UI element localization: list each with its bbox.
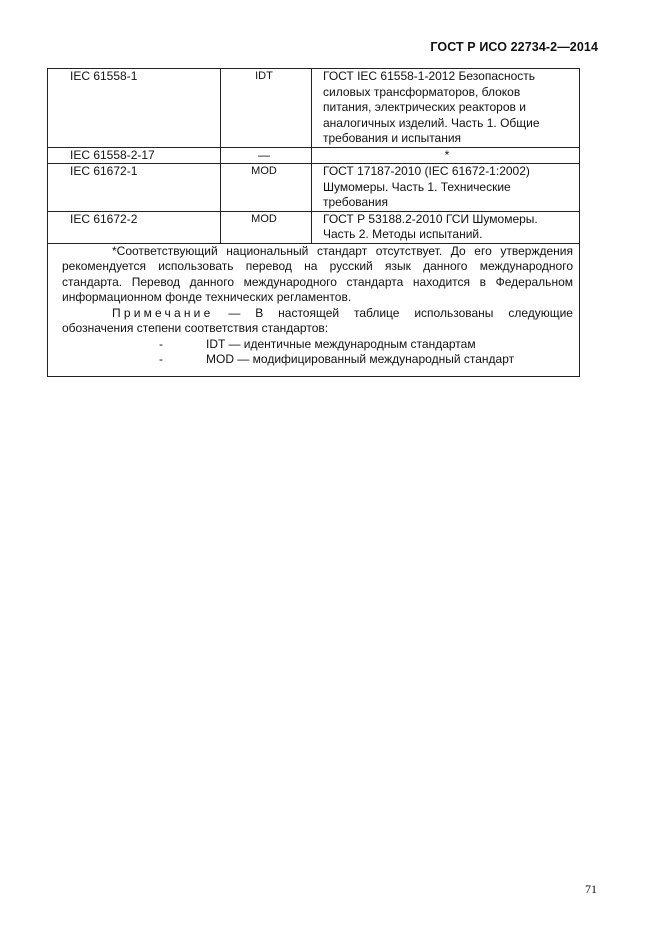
national-standard xyxy=(312,211,580,243)
legend-bullet: - xyxy=(159,336,163,351)
correspondence-degree: MOD xyxy=(221,211,312,243)
footnote-text: *Соответствующий национальный стандарт отсутствует. До его утверждения рекомендуется использовать перевод на русский язык данного международного стандарта. Перевод данного международного стандарта находится в Федеральном информационном фонде технических регламентов. xyxy=(62,243,573,304)
table-row xyxy=(48,147,580,164)
note-label: Примечание xyxy=(112,305,214,320)
national-standard-line: Шумомеры. Часть 1. Технические xyxy=(323,179,511,194)
national-standard-line: ГОСТ Р 53188.2-2010 ГСИ Шумомеры. xyxy=(323,211,538,226)
national-standard xyxy=(312,69,580,148)
table-row xyxy=(48,211,580,243)
legend-item xyxy=(62,337,573,353)
national-standard-line: аналогичных изделий. Часть 1. Общие xyxy=(323,115,540,130)
note-paragraph xyxy=(62,306,573,337)
footnote-marker: * xyxy=(444,147,450,162)
page-number: 71 xyxy=(585,882,597,896)
national-standard-line: Часть 2. Методы испытаний. xyxy=(323,227,483,241)
national-standard-line: требования и испытания xyxy=(323,131,462,145)
correspondence-degree: — xyxy=(221,147,312,164)
table-row xyxy=(48,69,580,148)
national-standard-line: питания, электрических реакторов и xyxy=(323,100,526,114)
intl-standard-code: IEC 61672-2 xyxy=(48,211,221,243)
national-standard-line: силовых трансформаторов, блоков xyxy=(323,84,521,99)
national-standard xyxy=(312,147,580,164)
national-standard xyxy=(312,164,580,212)
legend-text: IDT — идентичные международным стандартам xyxy=(206,336,476,351)
correspondence-degree: MOD xyxy=(221,164,312,212)
intl-standard-code: IEC 61672-1 xyxy=(48,164,221,212)
intl-standard-code: IEC 61558-1 xyxy=(48,69,221,148)
legend-item xyxy=(62,352,573,368)
document-header: ГОСТ Р ИСО 22734-2—2014 xyxy=(430,40,598,54)
legend-bullet: - xyxy=(159,352,163,366)
correspondence-degree: IDT xyxy=(221,69,312,148)
table-notes-row xyxy=(48,243,580,376)
table-row xyxy=(48,164,580,212)
note-text: — В настоящей таблице использованы следующие обозначения степени соответствия стандартов: xyxy=(62,305,573,335)
national-standard-line: требования xyxy=(323,195,388,209)
table-notes xyxy=(48,243,580,376)
legend-text: MOD — модифицированный международный стандарт xyxy=(206,352,515,366)
standards-correspondence-table xyxy=(47,68,580,377)
national-standard-line: ГОСТ IEC 61558-1-2012 Безопасность xyxy=(323,69,536,83)
national-standard-line: ГОСТ 17187-2010 (IEC 61672-1:2002) xyxy=(323,164,530,178)
intl-standard-code: IEC 61558-2-17 xyxy=(48,147,221,164)
